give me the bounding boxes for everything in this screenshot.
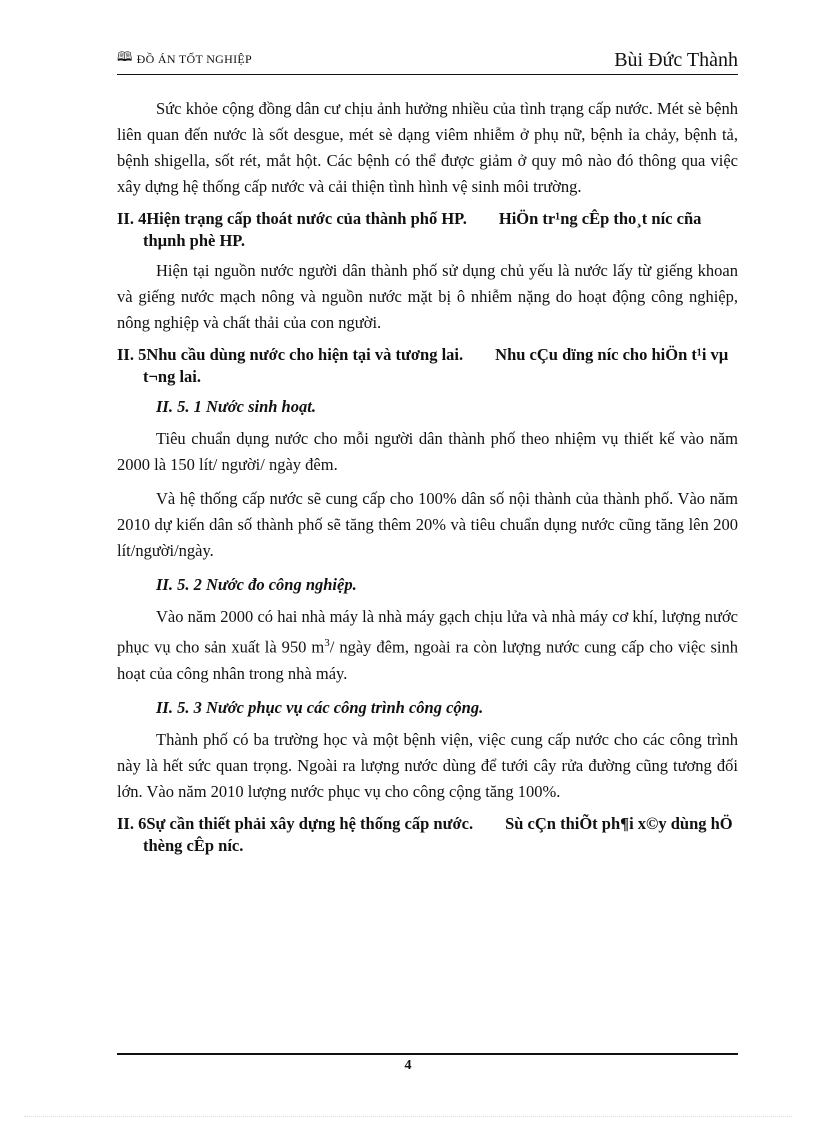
paragraph-supply-plan: Và hệ thống cấp nước sẽ cung cấp cho 100% dân số nội thành của thành phố. Vào năm 2010 dự kiến dân số thành phố sẽ tăng thêm 20% và tiêu chuẩn dụng nước cũng tăng lên 200 lít/người/ngày. [117, 489, 738, 560]
page-header [117, 48, 738, 74]
page-number: 4 [404, 1058, 412, 1073]
header-left-label: ĐỒ ÁN TỐT NGHIỆP [136, 51, 252, 66]
header-left [117, 48, 252, 70]
subheading-II-5-1: II. 5. 1 Nước sinh hoạt. [156, 397, 316, 416]
heading-II-5 [117, 344, 738, 388]
footer-divider [117, 1053, 738, 1055]
industrial-text-b: / ngày đêm, ngoài ra còn lượng nước cung cấp cho việc sinh hoạt của công nhân trong nhà máy. [117, 637, 739, 683]
page-bottom-border [24, 1116, 792, 1117]
industrial-text-a: Vào năm 2000 có hai nhà máy là nhà máy gạch chịu lửa và nhà máy cơ khí, lượng nước phục vụ cho sản xuất là 950 m [117, 607, 738, 657]
heading-II-5-text: II. 5Nhu cầu dùng nước cho hiện tại và tương lai. [117, 345, 464, 364]
heading-II-6 [117, 813, 738, 857]
header-author: Bùi Đức Thành [614, 49, 738, 71]
subheading-II-5-3: II. 5. 3 Nước phục vụ các công trình công cộng. [156, 697, 484, 717]
paragraph-current-state: Hiện tại nguồn nước người dân thành phố sử dụng chủ yếu là nước lấy từ giếng khoan và giếng nước mạch nông và nguồn nước mặt bị ô nhiễm nặng do hoạt động công nghiệp, nông nghiệp và chất thải của con người. [117, 261, 738, 332]
heading-II-4-garbled: HiÖn tr¹ng cÊp tho¸t níc cña thµnh phè HP. [143, 209, 702, 250]
heading-II-4 [117, 208, 738, 252]
superscript-3: 3 [324, 637, 330, 649]
heading-II-4-text: II. 4Hiện trạng cấp thoát nước của thành phố HP. [117, 209, 467, 228]
paragraph-health: Sức khỏe cộng đồng dân cư chịu ảnh hưởng nhiều của tình trạng cấp nước. Mét sè bệnh liên quan đến nước là sốt desgue, mét sè dạng viêm nhiễm ở phụ nữ, bệnh ỉa chảy, bệnh tả, bệnh shigella, sốt rét, mắt hột. Các bệnh có thể được giảm ở quy mô nào đó thông qua việc xây dựng hệ thống cấp nước và cải thiện tình hình vệ sinh môi trường. [117, 99, 738, 196]
book-icon: 🕮 [117, 49, 133, 64]
heading-II-6-text: II. 6Sự cần thiết phải xây dựng hệ thống cấp nước. [117, 813, 474, 833]
paragraph-public-works: Thành phố có ba trường học và một bệnh viện, việc cung cấp nước cho các công trình này là hết sức quan trọng. Ngoài ra lượng nước dùng để tưới cây rửa đường cũng tương đối lớn. Vào năm 2010 lượng nước phục vụ cho công cộng tăng 100%. [117, 729, 738, 801]
heading-II-6-garbled: Sù cÇn thiÕt ph¶i x©y dùng hÖ thèng cÊp níc. [143, 813, 733, 855]
document-body [117, 96, 738, 863]
subheading-II-5-2: II. 5. 2 Nước đo công nghiệp. [156, 575, 357, 594]
paragraph-industrial [117, 604, 738, 687]
paragraph-standard: Tiêu chuẩn dụng nước cho mỗi người dân thành phố theo nhiệm vụ thiết kế vào năm 2000 là 150 lít/ người/ ngày đêm. [117, 429, 738, 474]
heading-II-5-garbled: Nhu cÇu dïng níc cho hiÖn t¹i vµ t¬ng lai. [143, 345, 729, 386]
header-divider [117, 74, 738, 75]
